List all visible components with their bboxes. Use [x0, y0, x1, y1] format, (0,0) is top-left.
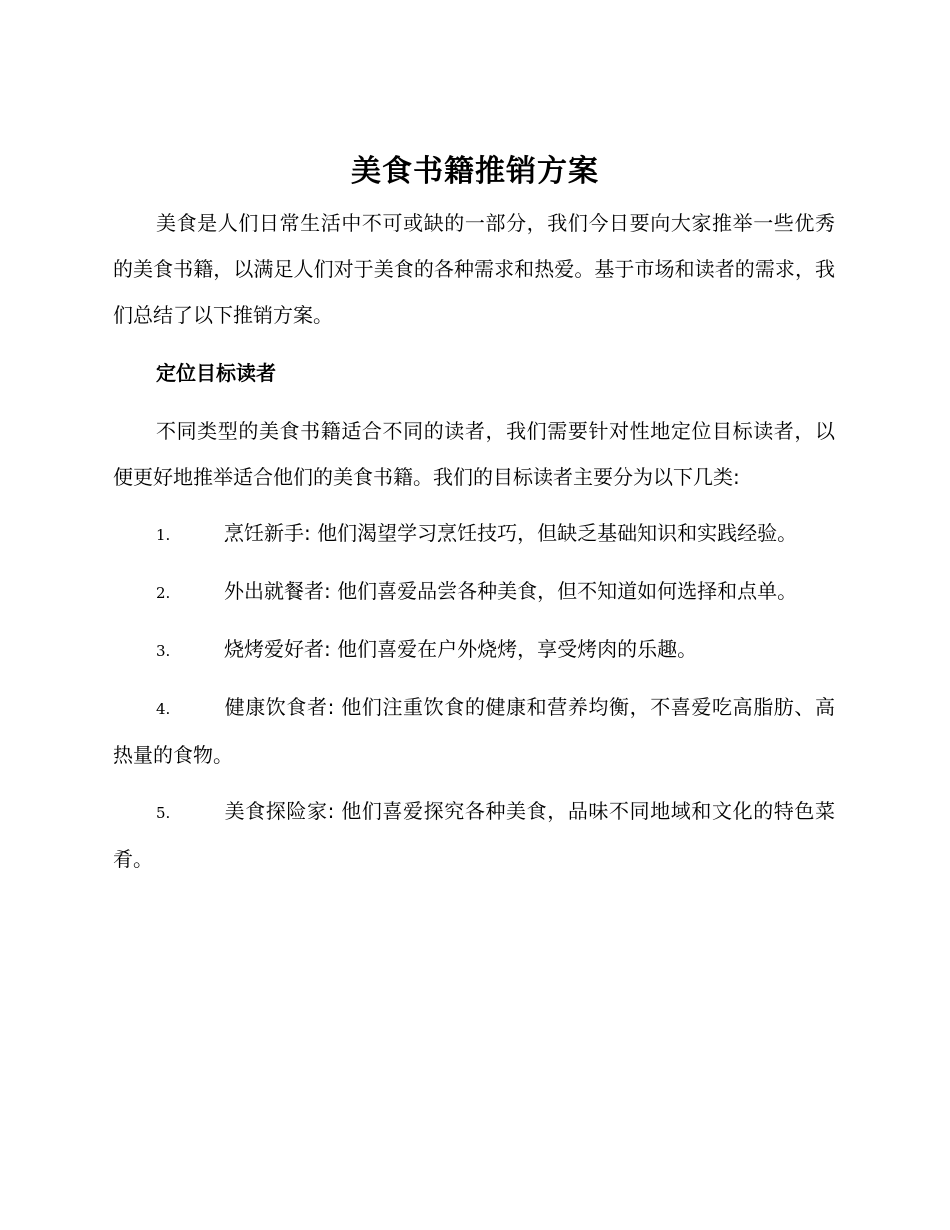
list-item	[113, 510, 835, 558]
list-item-text: 烹饪新手: 他们渴望学习烹饪技巧，但缺乏基础知识和实践经验。	[224, 521, 798, 545]
list-item-text: 烧烤爱好者: 他们喜爱在户外烧烤，享受烤肉的乐趣。	[224, 637, 698, 661]
document-title: 美食书籍推销方案	[351, 154, 599, 189]
document-body	[113, 200, 835, 882]
intro-paragraph: 美食是人们日常生活中不可或缺的一部分，我们今日要向大家推举一些优秀的美食书籍，以满足人们对于美食的各种需求和热爱。基于市场和读者的需求，我们总结了以下推销方案。	[113, 211, 835, 327]
list-item-number: 3.	[156, 642, 171, 660]
list-item	[113, 684, 835, 778]
section-paragraph: 不同类型的美食书籍适合不同的读者，我们需要针对性地定位目标读者，以便更好地推举适合他们的美食书籍。我们的目标读者主要分为以下几类:	[113, 419, 835, 489]
list-item-text: 外出就餐者: 他们喜爱品尝各种美食，但不知道如何选择和点单。	[224, 579, 798, 603]
list-item-text: 健康饮食者: 他们注重饮食的健康和营养均衡，不喜爱吃高脂肪、高热量的食物。	[113, 695, 835, 767]
list-item	[113, 626, 835, 674]
section-heading: 定位目标读者	[156, 361, 276, 385]
list-item-number: 4.	[156, 700, 171, 718]
list-item	[113, 788, 835, 882]
list-item-text: 美食探险家: 他们喜爱探究各种美食，品味不同地域和文化的特色菜肴。	[113, 799, 835, 871]
list-item-number: 5.	[156, 804, 171, 822]
list-item-number: 2.	[156, 584, 171, 602]
list-item-number: 1.	[156, 526, 171, 544]
list-item	[113, 568, 835, 616]
